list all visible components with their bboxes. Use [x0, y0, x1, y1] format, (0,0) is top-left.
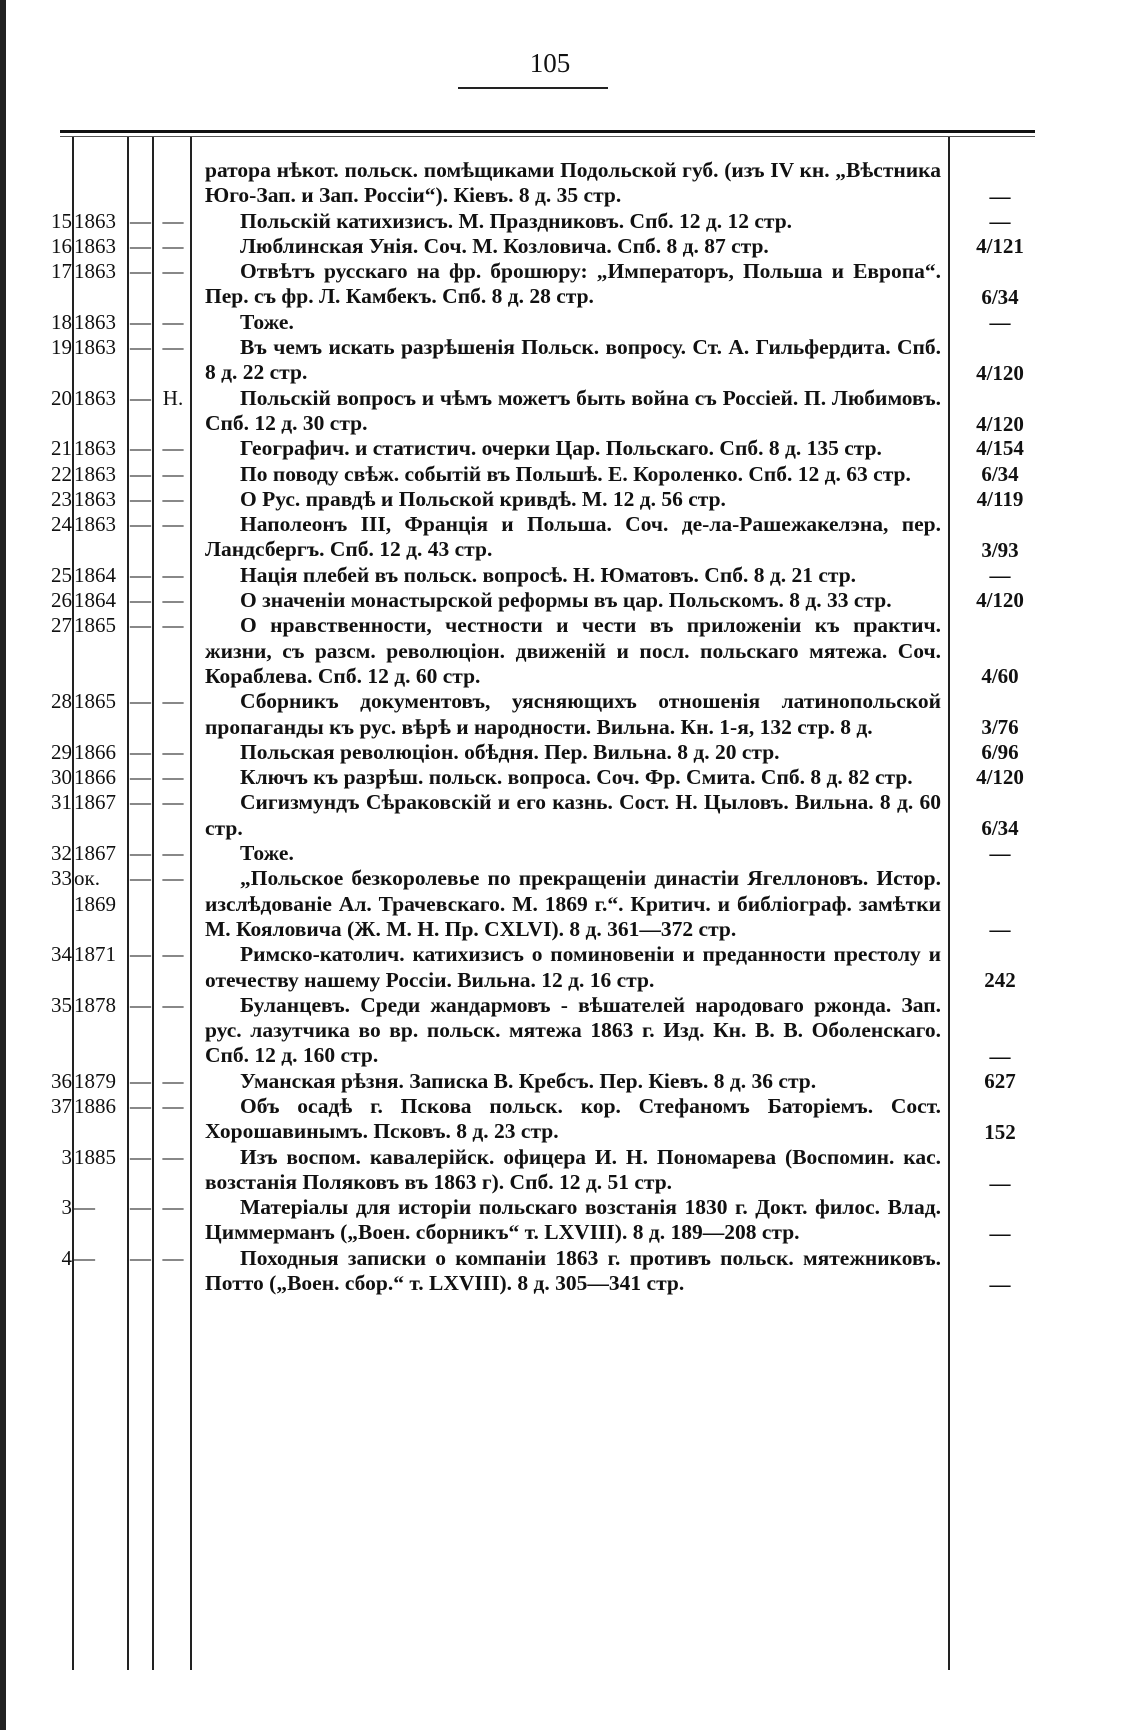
entry-year: 1863 [74, 259, 116, 284]
entry-title: Отвѣтъ русскаго на фр. брошюру: „Императоръ, Польша и Европа“. Пер. съ фр. Л. Камбекъ. Спб. 8 д. 28 стр. [205, 259, 941, 309]
entry-price: 627 [984, 1068, 1016, 1093]
entry-price: — [989, 1271, 1011, 1296]
entry-col3: — [130, 739, 151, 764]
table-row [0, 866, 1140, 942]
entry-col4: — [162, 1245, 184, 1270]
entry-year: 1863 [74, 436, 116, 461]
table-row [0, 487, 1140, 512]
entry-col4: Н. [162, 385, 184, 410]
entry-price: — [989, 208, 1011, 233]
entry-col4: — [162, 562, 184, 587]
entry-year: 1863 [74, 233, 116, 258]
entry-title: Буланцевъ. Среди жандармовъ - вѣшателей народоваго ржонда. Зап. рус. лазутчика во вр. польск. мятежа 1863 г. Изд. Кн. В. В. Оболенскаго. Спб. 12 д. 160 стр. [205, 992, 941, 1068]
entry-title: Тоже. [240, 309, 294, 334]
entry-price: 3/76 [981, 715, 1019, 740]
entry-year: 1871 [74, 942, 116, 967]
entry-col4: — [162, 841, 184, 866]
entry-year: 1863 [74, 461, 116, 486]
entry-year: 1863 [74, 335, 116, 360]
entry-year: — [74, 1245, 95, 1270]
entry-year: 1864 [74, 562, 116, 587]
entry-price: — [989, 1170, 1011, 1195]
entry-title: Тоже. [240, 841, 294, 866]
page-number: 105 [529, 48, 571, 78]
entry-number: 37 [51, 1093, 72, 1118]
entry-number: 16 [51, 233, 72, 258]
table-row [0, 462, 1140, 487]
entry-col4: — [162, 1068, 184, 1093]
entry-col3: — [130, 259, 151, 284]
entry-title: Польская революціон. обѣдня. Пер. Вильна. 8 д. 20 стр. [240, 739, 780, 764]
entry-col3: — [130, 562, 151, 587]
entry-year: 1865 [74, 613, 116, 638]
entry-col4: — [162, 1195, 184, 1220]
entry-price: — [989, 562, 1011, 587]
entry-col3: — [130, 942, 151, 967]
entry-col4: — [162, 866, 184, 891]
table-row [0, 765, 1140, 790]
table-row [0, 209, 1140, 234]
entry-number: 20 [51, 385, 72, 410]
table-row [0, 436, 1140, 461]
entry-col3: — [130, 1068, 151, 1093]
entry-col3: — [130, 689, 151, 714]
entry-col4: — [162, 992, 184, 1017]
entry-year: 1867 [74, 790, 116, 815]
entry-col3: — [130, 309, 151, 334]
entry-col4: — [162, 436, 184, 461]
entry-title: Географич. и статистич. очерки Цар. Польскаго. Спб. 8 д. 135 стр. [240, 436, 882, 461]
entry-number: 22 [51, 461, 72, 486]
entry-number: 24 [51, 512, 72, 537]
table-row [0, 1145, 1140, 1196]
entry-price: 6/34 [981, 285, 1019, 310]
entry-number: 29 [51, 739, 72, 764]
entry-price: — [989, 184, 1011, 208]
table-row [0, 234, 1140, 259]
table-row [0, 259, 1140, 310]
entry-col4: — [162, 942, 184, 967]
table-row [0, 1195, 1140, 1246]
entry-col4: — [162, 689, 184, 714]
entry-number: 32 [51, 841, 72, 866]
entry-number: 15 [51, 208, 72, 233]
entry-number: 3 [61, 1144, 72, 1169]
entry-title: Польскій катихизисъ. М. Праздниковъ. Спб. 12 д. 12 стр. [240, 208, 793, 233]
entry-col3: — [130, 613, 151, 638]
entry-col4: — [162, 461, 184, 486]
entry-col4: — [162, 259, 184, 284]
entry-col4: — [162, 765, 184, 790]
entry-number: 25 [51, 562, 72, 587]
entry-col3: — [130, 1144, 151, 1169]
table-row [0, 841, 1140, 866]
entry-col3: — [130, 436, 151, 461]
entry-col3: — [130, 461, 151, 486]
table-row [0, 613, 1140, 689]
entry-title: Польскій вопросъ и чѣмъ можетъ быть война съ Россіей. П. Любимовъ. Спб. 12 д. 30 стр. [205, 385, 941, 435]
entry-number: 3 [61, 1195, 72, 1220]
entry-col3: — [130, 992, 151, 1017]
entry-number: 36 [51, 1068, 72, 1093]
entry-col3: — [130, 335, 151, 360]
entry-title: О значеніи монастырской реформы въ цар. Польскомъ. 8 д. 33 стр. [240, 588, 892, 613]
entry-col4: — [162, 588, 184, 613]
entry-number: 18 [51, 309, 72, 334]
entry-title: Нація плебей въ польск. вопросѣ. Н. Юматовъ. Спб. 8 д. 21 стр. [240, 562, 857, 587]
table-row [0, 335, 1140, 386]
entry-number: 17 [51, 259, 72, 284]
entry-number: 35 [51, 992, 72, 1017]
entry-price: 6/96 [981, 739, 1019, 764]
table-row [0, 512, 1140, 563]
entry-col4: — [162, 613, 184, 638]
entry-price: 6/34 [981, 461, 1019, 486]
entry-year: 1863 [74, 208, 116, 233]
entry-number: 30 [51, 765, 72, 790]
table-row [0, 563, 1140, 588]
table-row [0, 588, 1140, 613]
table-row [0, 942, 1140, 993]
entry-price: 4/60 [981, 664, 1019, 689]
entry-col4: — [162, 790, 184, 815]
entry-price: 4/154 [976, 436, 1024, 461]
table-row [0, 386, 1140, 437]
entry-price: 4/121 [976, 233, 1024, 258]
table-row [0, 1246, 1140, 1297]
entry-year: 1863 [74, 385, 116, 410]
entry-title: Объ осадѣ г. Пскова польск. кор. Стефаномъ Баторіемъ. Сост. Хорошавинымъ. Псковъ. 8 д. 23 стр. [205, 1093, 941, 1144]
table-row [0, 1069, 1140, 1094]
entry-col4: — [162, 233, 184, 258]
entry-year: 1863 [74, 309, 116, 334]
entry-price: 4/119 [976, 486, 1024, 511]
entry-col4: — [162, 335, 184, 360]
entry-price: 3/93 [981, 538, 1019, 563]
entry-price: — [989, 841, 1011, 866]
entry-price: 4/120 [976, 411, 1024, 436]
entry-number: 26 [51, 588, 72, 613]
entry-title: Сборникъ документовъ, уясняющихъ отношенія латинопольской пропаганды къ рус. вѣрѣ и народности. Вильна. Кн. 1-я, 132 стр. 8 д. [205, 689, 941, 739]
entry-title: Изъ воспом. кавалерійск. офицера И. Н. Пономарева (Воспомин. кас. возстанія Поляковъ въ 1863 г). Спб. 12 д. 51 стр. [205, 1144, 941, 1194]
entry-year: 1878 [74, 992, 116, 1017]
entry-number: 27 [51, 613, 72, 638]
entry-col3: — [130, 866, 151, 891]
entry-year: 1879 [74, 1068, 116, 1093]
table-top-rule [60, 130, 1035, 133]
entry-year: 1885 [74, 1144, 116, 1169]
bibliography-table [0, 158, 1140, 1296]
entry-col3: — [130, 385, 151, 410]
entry-number: 19 [51, 335, 72, 360]
entry-col4: — [162, 309, 184, 334]
entry-price: 4/120 [976, 361, 1024, 386]
table-row [0, 993, 1140, 1069]
entry-col3: — [130, 1195, 151, 1220]
entry-title: Матеріалы для исторіи польскаго возстанія 1830 г. Докт. филос. Влад. Циммерманъ („Воен. сборникъ“ т. LXVIII). 8 д. 189—208 стр. [205, 1195, 941, 1245]
entry-col3: — [130, 841, 151, 866]
table-row [0, 740, 1140, 765]
table-row [0, 158, 1140, 209]
entry-price: — [989, 1043, 1011, 1068]
entry-col3: — [130, 790, 151, 815]
entry-number: 34 [51, 942, 72, 967]
entry-year: 1863 [74, 512, 116, 537]
entry-number: 28 [51, 689, 72, 714]
table-row [0, 310, 1140, 335]
entry-title: О Рус. правдѣ и Польской кривдѣ. М. 12 д. 56 стр. [240, 486, 726, 511]
entry-year: 1886 [74, 1093, 116, 1118]
entry-col3: — [130, 1245, 151, 1270]
entry-title: „Польское безкоролевье по прекращеніи династіи Ягеллоновъ. Истор. изслѣдованіе Ал. Трачевскаго. М. 1869 г.“. Критич. и библіограф. замѣтки М. Кояловича (Ж. М. Н. Пр. CXLVI). 8 д. 361—372 стр. [205, 866, 941, 941]
entry-price: 4/120 [976, 765, 1024, 790]
entry-col4: — [162, 512, 184, 537]
entry-year: 1866 [74, 739, 116, 764]
entry-title: ратора нѣкот. польск. помѣщиками Подольской губ. (изъ IV кн. „Вѣстника Юго-Зап. и Зап. Россіи“). Кіевъ. 8 д. 35 стр. [205, 158, 941, 208]
entry-price: 242 [984, 968, 1016, 993]
entry-year: 1867 [74, 841, 116, 866]
table-row [0, 689, 1140, 740]
entry-number: 21 [51, 436, 72, 461]
entry-col3: — [130, 233, 151, 258]
entry-title: По поводу свѣж. событій въ Польшѣ. Е. Короленко. Спб. 12 д. 63 стр. [240, 461, 911, 486]
entry-title: Въ чемъ искать разрѣшенія Польск. вопросу. Ст. А. Гильфердита. Спб. 8 д. 22 стр. [205, 335, 941, 385]
entry-col3: — [130, 208, 151, 233]
entry-price: 6/34 [981, 816, 1019, 841]
table-row [0, 1094, 1140, 1145]
entry-col4: — [162, 1144, 184, 1169]
entry-col3: — [130, 512, 151, 537]
entry-year: — [74, 1195, 95, 1220]
entry-col4: — [162, 1093, 184, 1118]
table-row [0, 790, 1140, 841]
entry-year: 1865 [74, 689, 116, 714]
entry-title: О нравственности, честности и чести въ приложеніи къ практич. жизни, съ разсм. революціон. движеній и посл. польскаго мятежа. Соч. Кораблева. Спб. 12 д. 60 стр. [205, 613, 941, 688]
entry-price: — [989, 917, 1011, 942]
entry-col3: — [130, 588, 151, 613]
entry-year: 1864 [74, 588, 116, 613]
entry-col3: — [130, 765, 151, 790]
entry-year: ок. 1869 [74, 866, 116, 916]
entry-title: Люблинская Унія. Соч. М. Козловича. Спб. 8 д. 87 стр. [240, 233, 769, 258]
page-number-rule [458, 87, 608, 89]
entry-number: 23 [51, 486, 72, 511]
entry-price: 4/120 [976, 588, 1024, 613]
entry-title: Ключъ къ разрѣш. польск. вопроса. Соч. Фр. Смита. Спб. 8 д. 82 стр. [240, 765, 913, 790]
entry-col3: — [130, 1093, 151, 1118]
entry-col4: — [162, 739, 184, 764]
entry-price: 152 [984, 1119, 1016, 1144]
table-top-rule-thin [60, 136, 1035, 137]
entry-number: 4 [61, 1245, 72, 1270]
entry-title: Уманская рѣзня. Записка В. Кребсъ. Пер. Кіевъ. 8 д. 36 стр. [240, 1068, 817, 1093]
entry-title: Наполеонъ III, Франція и Польша. Соч. де-ла-Рашежакелэна, пер. Ландсбергъ. Спб. 12 д. 43 стр. [205, 512, 941, 562]
entry-price: — [989, 1221, 1011, 1246]
entry-number: 31 [51, 790, 72, 815]
entry-year: 1863 [74, 486, 116, 511]
entry-col3: — [130, 486, 151, 511]
entry-price: — [989, 309, 1011, 334]
entry-title: Сигизмундъ Сѣраковскій и его казнь. Сост. Н. Цыловъ. Вильна. 8 д. 60 стр. [205, 790, 941, 840]
entry-col4: — [162, 208, 184, 233]
entry-year: 1866 [74, 765, 116, 790]
entry-title: Римско-католич. катихизисъ о поминовеніи и преданности престолу и отечеству нашему Россіи. Вильна. 12 д. 16 стр. [205, 942, 941, 992]
entry-title: Походныя записки о компаніи 1863 г. противъ польск. мятежниковъ. Потто („Воен. сбор.“ т. LXVIII). 8 д. 305—341 стр. [205, 1245, 941, 1296]
entry-number: 33 [51, 866, 72, 891]
entry-col4: — [162, 486, 184, 511]
